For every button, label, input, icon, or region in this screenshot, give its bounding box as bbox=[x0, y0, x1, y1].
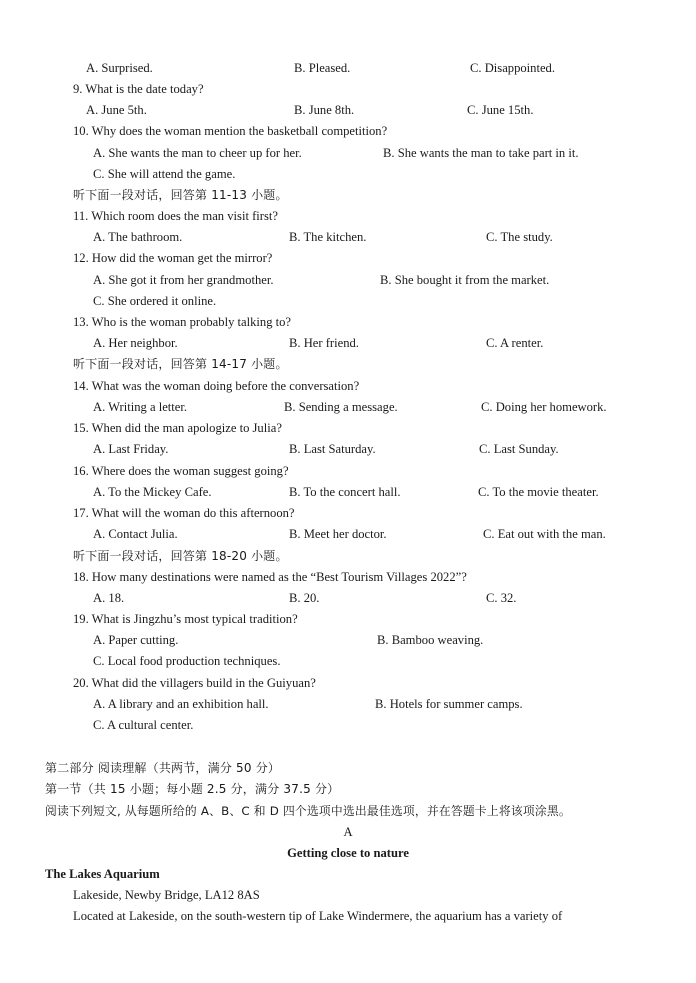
q13-option-a: A. Her neighbor. bbox=[93, 336, 178, 350]
q20-question: 20. What did the villagers build in the Guiyuan? bbox=[73, 676, 316, 690]
q18-option-a: A. 18. bbox=[93, 591, 125, 605]
q10-question: 10. Why does the woman mention the basketball competition? bbox=[73, 124, 388, 138]
q9-question: 9. What is the date today? bbox=[73, 82, 204, 96]
q12-option-b: B. She bought it from the market. bbox=[380, 273, 550, 287]
q16-option-b: B. To the concert hall. bbox=[289, 485, 401, 499]
part2-heading: 第二部分 阅读理解（共两节，满分 50 分） bbox=[45, 761, 281, 775]
q16-option-c: C. To the movie theater. bbox=[478, 485, 599, 499]
part2-section1-heading: 第一节（共 15 小题；每小题 2.5 分，满分 37.5 分） bbox=[45, 782, 340, 796]
q15-question: 15. When did the man apologize to Julia? bbox=[73, 421, 282, 435]
q20-option-c: C. A cultural center. bbox=[93, 718, 194, 732]
q18-option-c: C. 32. bbox=[486, 591, 517, 605]
q14-question: 14. What was the woman doing before the conversation? bbox=[73, 379, 360, 393]
q20-option-b: B. Hotels for summer camps. bbox=[375, 697, 523, 711]
q11-option-a: A. The bathroom. bbox=[93, 230, 183, 244]
q8-option-a: A. Surprised. bbox=[86, 61, 153, 75]
q18-option-b: B. 20. bbox=[289, 591, 320, 605]
q11-question: 11. Which room does the man visit first? bbox=[73, 209, 278, 223]
q8-option-b: B. Pleased. bbox=[294, 61, 351, 75]
q17-option-a: A. Contact Julia. bbox=[93, 527, 178, 541]
section-14-17-heading: 听下面一段对话，回答第 14-17 小题。 bbox=[73, 357, 288, 371]
part2-instruction: 阅读下列短文, 从每题所给的 A、B、C 和 D 四个选项中选出最佳选项，并在答题卡上将该项涂黑。 bbox=[45, 804, 571, 818]
q19-option-b: B. Bamboo weaving. bbox=[377, 633, 484, 647]
q11-option-b: B. The kitchen. bbox=[289, 230, 367, 244]
q18-question: 18. How many destinations were named as the “Best Tourism Villages 2022”? bbox=[73, 570, 467, 584]
q9-option-b: B. June 8th. bbox=[294, 103, 355, 117]
q17-option-c: C. Eat out with the man. bbox=[483, 527, 606, 541]
q16-question: 16. Where does the woman suggest going? bbox=[73, 464, 289, 478]
q15-option-c: C. Last Sunday. bbox=[479, 442, 559, 456]
q13-option-c: C. A renter. bbox=[486, 336, 544, 350]
q11-option-c: C. The study. bbox=[486, 230, 553, 244]
q17-option-b: B. Meet her doctor. bbox=[289, 527, 387, 541]
q12-option-c: C. She ordered it online. bbox=[93, 294, 217, 308]
q17-question: 17. What will the woman do this afternoon? bbox=[73, 506, 295, 520]
q9-option-c: C. June 15th. bbox=[467, 103, 534, 117]
section-18-20-heading: 听下面一段对话，回答第 18-20 小题。 bbox=[73, 549, 288, 563]
passage-title: Getting close to nature bbox=[287, 846, 409, 860]
passage-address: Lakeside, Newby Bridge, LA12 8AS bbox=[73, 888, 260, 902]
q13-option-b: B. Her friend. bbox=[289, 336, 359, 350]
q14-option-c: C. Doing her homework. bbox=[481, 400, 607, 414]
q19-question: 19. What is Jingzhu’s most typical tradition? bbox=[73, 612, 298, 626]
q10-option-b: B. She wants the man to take part in it. bbox=[383, 146, 579, 160]
q10-option-a: A. She wants the man to cheer up for her. bbox=[93, 146, 302, 160]
q14-option-b: B. Sending a message. bbox=[284, 400, 398, 414]
q20-option-a: A. A library and an exhibition hall. bbox=[93, 697, 269, 711]
q14-option-a: A. Writing a letter. bbox=[93, 400, 188, 414]
passage-place-name: The Lakes Aquarium bbox=[45, 867, 160, 881]
q19-option-a: A. Paper cutting. bbox=[93, 633, 179, 647]
q15-option-b: B. Last Saturday. bbox=[289, 442, 376, 456]
q9-option-a: A. June 5th. bbox=[86, 103, 147, 117]
q12-question: 12. How did the woman get the mirror? bbox=[73, 251, 273, 265]
q13-question: 13. Who is the woman probably talking to? bbox=[73, 315, 292, 329]
q15-option-a: A. Last Friday. bbox=[93, 442, 169, 456]
q19-option-c: C. Local food production techniques. bbox=[93, 654, 281, 668]
section-11-13-heading: 听下面一段对话，回答第 11-13 小题。 bbox=[73, 188, 288, 202]
passage-letter: A bbox=[343, 825, 353, 839]
q10-option-c: C. She will attend the game. bbox=[93, 167, 236, 181]
q12-option-a: A. She got it from her grandmother. bbox=[93, 273, 274, 287]
q8-option-c: C. Disappointed. bbox=[470, 61, 556, 75]
q16-option-a: A. To the Mickey Cafe. bbox=[93, 485, 212, 499]
passage-body: Located at Lakeside, on the south-western tip of Lake Windermere, the aquarium has a variety of bbox=[73, 909, 563, 923]
